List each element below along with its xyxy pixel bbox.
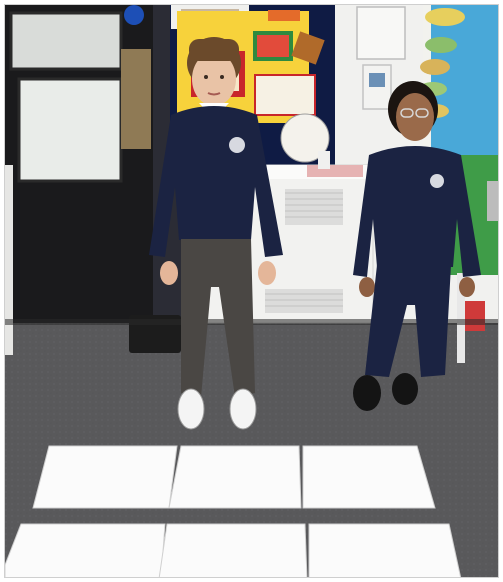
- display-card: [255, 75, 315, 115]
- girl-school-logo-icon: [430, 174, 444, 188]
- radiator-grille-bottom: [265, 289, 343, 313]
- wall-frame: [357, 7, 405, 59]
- paper-sheet-6: [309, 524, 461, 578]
- red-bin: [463, 301, 485, 331]
- classroom-photo: [4, 4, 499, 578]
- boy-shoe-left: [178, 389, 204, 429]
- paper-sheet-4: [5, 524, 165, 578]
- radiator-grille-top: [285, 189, 343, 225]
- door-sign-icon: [124, 5, 144, 25]
- floor-paper-row-2: [5, 524, 461, 578]
- shelf-items: [307, 165, 363, 177]
- door-frame-edge: [5, 165, 13, 355]
- girl-face: [396, 93, 434, 141]
- boy-shoe-right: [230, 389, 256, 429]
- floor-paper-row-1: [33, 446, 435, 508]
- paper-sheet-3: [303, 446, 435, 508]
- door-window-bottom: [19, 79, 121, 181]
- paper-sheet-2: [169, 446, 301, 508]
- paper-sheet-5: [159, 524, 307, 578]
- girl-shoe-right: [392, 373, 418, 405]
- door-push-plate: [121, 49, 151, 149]
- girl-shoe-left: [353, 375, 381, 411]
- paper-sheet-1: [33, 446, 177, 508]
- door-window-top: [11, 13, 121, 69]
- photo-illustration: [5, 5, 499, 578]
- school-logo-icon: [229, 137, 245, 153]
